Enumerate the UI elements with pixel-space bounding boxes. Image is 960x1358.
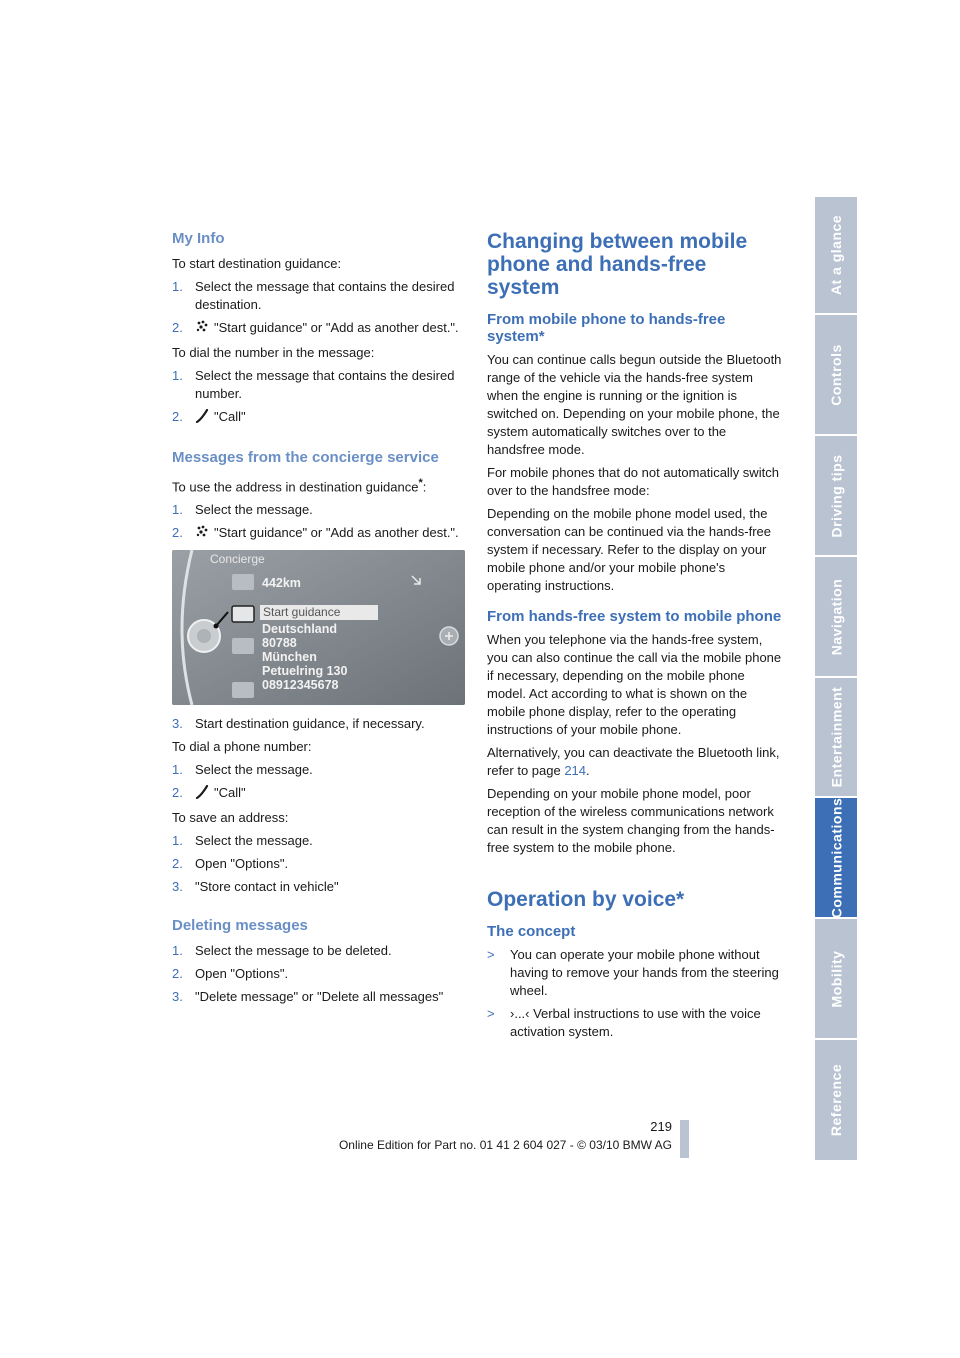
page-number: 219 <box>650 1119 672 1134</box>
phone-call-icon <box>195 409 209 428</box>
voice-guidance-icon <box>195 320 209 339</box>
list-item <box>172 524 467 544</box>
changing-heading: Changing between mobile phone and hands-free system <box>487 230 748 299</box>
screen-distance: 442km <box>262 576 301 591</box>
list-item <box>172 367 467 403</box>
step-text: Open "Options". <box>195 856 289 872</box>
bullet-marker: > <box>487 1006 495 1021</box>
voice-guidance-icon <box>195 525 209 544</box>
edition-footer: Online Edition for Part no. 01 41 2 604 027 - © 03/10 BMW AG <box>338 1138 672 1152</box>
voice-subheading: The concept <box>487 923 576 940</box>
right-column <box>487 226 782 1046</box>
tab-communications[interactable]: Communications <box>815 798 857 919</box>
concierge-intro: To use the address in destination guidance*: <box>172 477 427 495</box>
paragraph: When you telephone via the hands-free system, you can also continue the call via the mobile phone if necessary, depending on the mobile phone model. Act according to what is shown on the mobile phone display, refer to the operating instructions of your mobile phone. <box>487 632 782 737</box>
bullet-text: You can operate your mobile phone without having to remove your hands from the steering wheel. <box>510 947 779 998</box>
step-number: 1. <box>172 943 183 959</box>
changing-subheading-2: From hands-free system to mobile phone <box>487 608 782 625</box>
page-link[interactable]: 214 <box>564 763 587 778</box>
screen-line: Deutschland <box>262 622 338 637</box>
list-item <box>172 784 467 804</box>
tab-mobility[interactable]: Mobility <box>815 919 857 1040</box>
bullet-marker: > <box>487 947 495 962</box>
list-item <box>487 946 782 1000</box>
step-number: 2. <box>172 856 183 872</box>
step-number: 2. <box>172 525 183 541</box>
step-number: 2. <box>172 320 183 335</box>
paragraph: Depending on the mobile phone model used, the conversation can be continued via the hands-free system if necessary. Refer to the display on your mobile phone and/or your mobile phone's operating instructions. <box>487 506 772 593</box>
step-text: Select the message. <box>195 502 313 518</box>
step-text: Select the message. <box>195 762 313 778</box>
tab-controls[interactable]: Controls <box>815 315 857 436</box>
page-marker-bar <box>680 1120 689 1158</box>
changing-subheading-1: From mobile phone to hands-free system* <box>487 311 726 345</box>
screen-line: 08912345678 <box>262 678 339 693</box>
list-item <box>172 761 467 779</box>
step-number: 3. <box>172 879 183 895</box>
step-text: "Delete message" or "Delete all messages" <box>195 989 444 1005</box>
step-number: 1. <box>172 368 183 383</box>
step-text: Select the message that contains the desired number. <box>195 368 455 401</box>
voice-heading: Operation by voice* <box>487 888 685 911</box>
step-text: "Store contact in vehicle" <box>195 879 339 895</box>
concierge-heading: Messages from the concierge service <box>172 449 439 466</box>
step-number: 3. <box>172 989 183 1005</box>
tab-navigation[interactable]: Navigation <box>815 557 857 678</box>
list-item <box>172 278 467 314</box>
left-column <box>172 226 467 1011</box>
tab-entertainment[interactable]: Entertainment <box>815 678 857 798</box>
screen-line: München <box>262 650 317 665</box>
step-text: "Call" <box>214 785 246 801</box>
chapter-tabs <box>815 197 857 1160</box>
tab-reference[interactable]: Reference <box>828 1063 845 1137</box>
concierge-intro-dial: To dial a phone number: <box>172 739 312 755</box>
my-info-intro-destination: To start destination guidance: <box>172 256 342 271</box>
concierge-intro-save: To save an address: <box>172 810 289 826</box>
deleting-heading: Deleting messages <box>172 917 308 935</box>
paragraph: Alternatively, you can deactivate the Bluetooth link, refer to page 214. <box>487 745 780 778</box>
step-number: 2. <box>172 785 183 801</box>
step-text: "Call" <box>214 409 246 424</box>
step-text: Select the message that contains the desired destination. <box>195 279 455 312</box>
list-item <box>172 988 467 1006</box>
list-item <box>172 501 467 519</box>
screen-header: Concierge <box>210 552 265 567</box>
screen-line: Petuelring 130 <box>262 664 348 679</box>
step-number: 2. <box>172 966 183 982</box>
step-number: 1. <box>172 279 183 294</box>
list-item <box>172 832 467 850</box>
list-item <box>172 965 467 983</box>
step-text: Open "Options". <box>195 966 289 982</box>
step-number: 3. <box>172 716 183 732</box>
tab-at-a-glance[interactable]: At a glance <box>815 197 857 315</box>
step-number: 2. <box>172 409 183 424</box>
tab-driving-tips[interactable]: Driving tips <box>815 436 857 557</box>
list-item <box>487 1005 782 1041</box>
paragraph: You can continue calls begun outside the Bluetooth range of the vehicle via the hands-free system when the engine is running or the ignition is switched on. Depending on your mobile phone, the system automatically switches over to the handsfree mode. <box>487 352 782 457</box>
list-item <box>172 942 467 960</box>
step-number: 1. <box>172 502 183 518</box>
screen-line: 80788 <box>262 636 297 651</box>
step-text: "Start guidance" or "Add as another dest.". <box>214 525 459 541</box>
paragraph: For mobile phones that do not automatically switch over to the handsfree mode: <box>487 465 779 498</box>
my-info-intro-dial: To dial the number in the message: <box>172 345 375 360</box>
screen-selected-item: Start guidance <box>260 605 378 620</box>
step-text: Select the message to be deleted. <box>195 943 392 959</box>
step-text: Select the message. <box>195 833 313 849</box>
list-item <box>172 408 467 428</box>
phone-call-icon <box>195 785 209 804</box>
my-info-heading: My Info <box>172 230 225 247</box>
step-text: Start destination guidance, if necessary. <box>195 716 425 732</box>
list-item <box>172 878 467 896</box>
list-item <box>172 855 467 873</box>
concierge-screen-image <box>172 550 465 705</box>
list-item <box>172 319 467 339</box>
bullet-text: ›...‹ Verbal instructions to use with the voice activation system. <box>510 1006 761 1039</box>
paragraph: Depending on your mobile phone model, poor reception of the wireless communications network can result in the system changing from the hands-free system to the mobile phone. <box>487 786 775 855</box>
list-item <box>172 715 467 733</box>
step-number: 1. <box>172 833 183 849</box>
step-text: "Start guidance" or "Add as another dest.". <box>214 320 459 335</box>
step-number: 1. <box>172 762 183 778</box>
